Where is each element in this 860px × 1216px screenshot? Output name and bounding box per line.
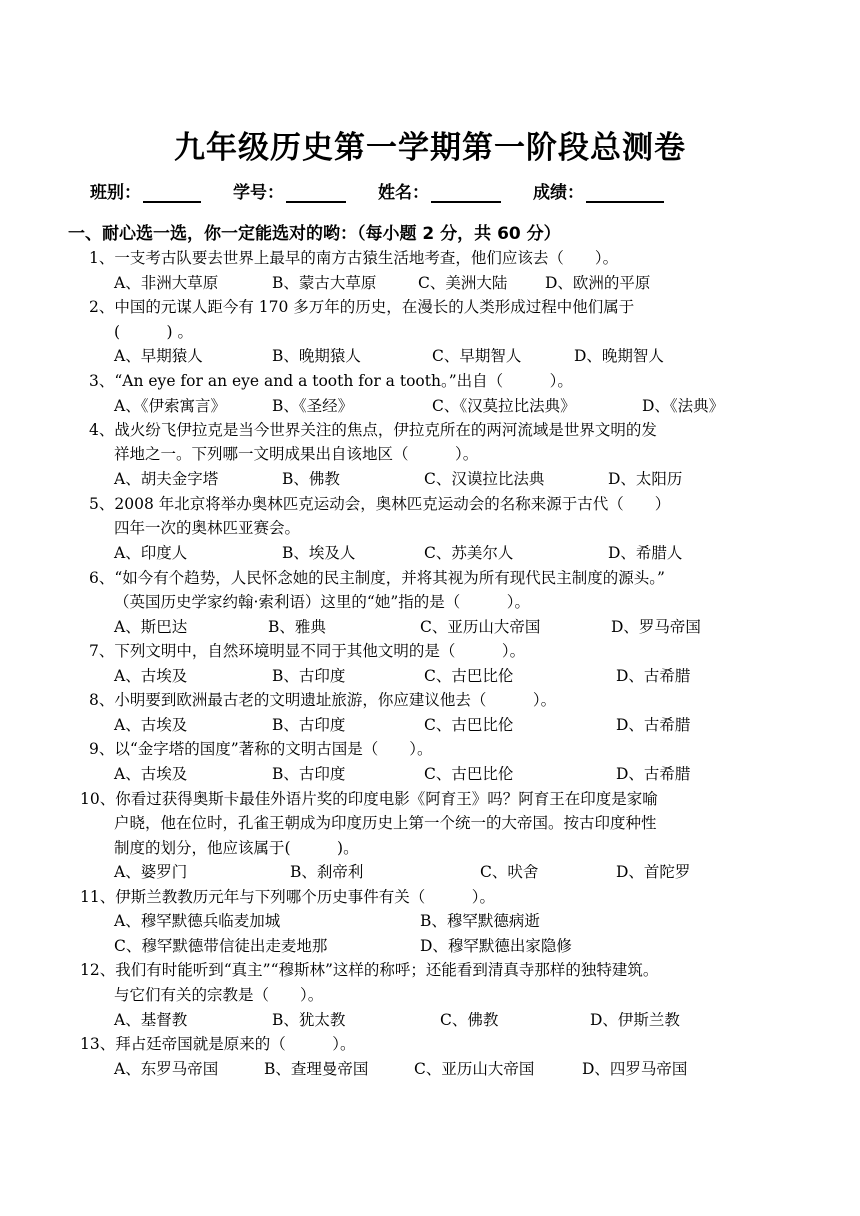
question-line: 3、“An eye for an eye and a tooth for a tooth。”出自（ ）。 <box>89 372 573 390</box>
option: B、《圣经》 <box>272 397 354 415</box>
class-label: 班别： <box>90 183 141 203</box>
option: C、汉谟拉比法典 <box>424 470 545 488</box>
option: A、早期猿人 <box>114 347 203 365</box>
option: A、《伊索寓言》 <box>114 397 226 415</box>
score-field <box>533 178 664 203</box>
question-line: 13、拜占廷帝国就是原来的（ ）。 <box>80 1035 356 1053</box>
option: B、古印度 <box>272 667 346 685</box>
option: B、佛教 <box>282 470 340 488</box>
option: D、穆罕默德出家隐修 <box>420 937 572 955</box>
option: A、婆罗门 <box>114 863 188 881</box>
option: D、欧洲的平原 <box>545 274 651 292</box>
option: C、苏美尔人 <box>424 544 514 562</box>
option: C、古巴比伦 <box>424 716 514 734</box>
section-heading: 一、耐心选一选，你一定能选对的哟：（每小题 2 分，共 60 分） <box>68 224 561 244</box>
number-blank[interactable] <box>286 183 346 203</box>
class-blank[interactable] <box>143 183 201 203</box>
option: B、雅典 <box>268 618 326 636</box>
question-line: 9、以“金字塔的国度”著称的文明古国是（ ）。 <box>89 740 433 758</box>
option: B、古印度 <box>272 765 346 783</box>
name-label: 姓名： <box>378 183 429 203</box>
score-blank[interactable] <box>586 183 664 203</box>
question-line: 2、中国的元谋人距今有 170 多万年的历史，在漫长的人类形成过程中他们属于 <box>89 298 635 316</box>
option: B、查理曼帝国 <box>264 1060 369 1078</box>
option: C、美洲大陆 <box>418 274 508 292</box>
question-line: 8、小明要到欧洲最古老的文明遗址旅游，你应建议他去（ ）。 <box>89 691 557 709</box>
option: D、首陀罗 <box>616 863 691 881</box>
option: A、非洲大草原 <box>114 274 219 292</box>
option: D、古希腊 <box>616 667 691 685</box>
option: B、刹帝利 <box>290 863 364 881</box>
option: C、亚历山大帝国 <box>420 618 541 636</box>
option: A、穆罕默德兵临麦加城 <box>114 912 281 930</box>
option: A、基督教 <box>114 1011 188 1029</box>
question-line: （英国历史学家约翰·索利语）这里的“她”指的是（ ）。 <box>114 593 531 611</box>
option: C、穆罕默德带信徒出走麦地那 <box>114 937 328 955</box>
option: B、穆罕默德病逝 <box>420 912 540 930</box>
option: B、犹太教 <box>272 1011 346 1029</box>
student-info-row <box>90 178 696 203</box>
option: B、埃及人 <box>282 544 356 562</box>
option: C、古巴比伦 <box>424 765 514 783</box>
option: D、罗马帝国 <box>611 618 701 636</box>
option: C、亚历山大帝国 <box>414 1060 535 1078</box>
question-line: 祥地之一。下列哪一文明成果出自该地区（ ）。 <box>114 445 479 463</box>
number-field <box>233 178 346 203</box>
name-blank[interactable] <box>431 183 501 203</box>
option: C、佛教 <box>440 1011 499 1029</box>
question-line: 4、战火纷飞伊拉克是当今世界关注的焦点，伊拉克所在的两河流域是世界文明的发 <box>89 421 657 439</box>
option: B、蒙古大草原 <box>272 274 377 292</box>
option: D、古希腊 <box>616 716 691 734</box>
option: A、胡夫金字塔 <box>114 470 219 488</box>
question-line: 11、伊斯兰教教历元年与下列哪个历史事件有关（ ）。 <box>80 888 495 906</box>
option: B、晚期猿人 <box>272 347 361 365</box>
option: D、太阳历 <box>608 470 683 488</box>
option: C、古巴比伦 <box>424 667 514 685</box>
question-line: 户晓，他在位时，孔雀王朝成为印度历史上第一个统一的大帝国。按古印度种性 <box>114 814 657 832</box>
question-line: 1、一支考古队要去世界上最早的南方古猿生活地考查，他们应该去（ ）。 <box>89 249 619 267</box>
option: A、古埃及 <box>114 716 188 734</box>
option: A、古埃及 <box>114 765 188 783</box>
class-field <box>90 178 201 203</box>
question-line: ( ) 。 <box>114 323 194 341</box>
question-line: 10、你看过获得奥斯卡最佳外语片奖的印度电影《阿育王》吗？阿育王在印度是家喻 <box>80 790 658 808</box>
score-label: 成绩： <box>533 183 584 203</box>
question-line: 5、2008 年北京将举办奥林匹克运动会，奥林匹克运动会的名称来源于古代（ ） <box>89 495 671 513</box>
question-line: 制度的划分，他应该属于( )。 <box>114 839 359 857</box>
option: D、伊斯兰教 <box>590 1011 680 1029</box>
option: C、早期智人 <box>432 347 522 365</box>
question-line: 四年一次的奥林匹亚赛会。 <box>114 519 301 537</box>
option: C、《汉莫拉比法典》 <box>432 397 576 415</box>
option: C、吠舍 <box>480 863 539 881</box>
option: D、四罗马帝国 <box>582 1060 688 1078</box>
option: A、斯巴达 <box>114 618 188 636</box>
option: D、古希腊 <box>616 765 691 783</box>
option: D、晚期智人 <box>574 347 664 365</box>
option: D、希腊人 <box>608 544 683 562</box>
option: D、《法典》 <box>642 397 725 415</box>
option: A、古埃及 <box>114 667 188 685</box>
option: A、印度人 <box>114 544 188 562</box>
page-title: 九年级历史第一学期第一阶段总测卷 <box>174 130 686 166</box>
number-label: 学号： <box>233 183 284 203</box>
question-line: 与它们有关的宗教是（ ）。 <box>114 986 324 1004</box>
question-line: 6、“如今有个趋势，人民怀念她的民主制度，并将其视为所有现代民主制度的源头。” <box>89 569 665 587</box>
option: B、古印度 <box>272 716 346 734</box>
option: A、东罗马帝国 <box>114 1060 219 1078</box>
question-line: 12、我们有时能听到“真主”“穆斯林”这样的称呼；还能看到清真寺那样的独特建筑。 <box>80 961 659 979</box>
name-field <box>378 178 501 203</box>
question-line: 7、下列文明中，自然环境明显不同于其他文明的是（ ）。 <box>89 642 526 660</box>
